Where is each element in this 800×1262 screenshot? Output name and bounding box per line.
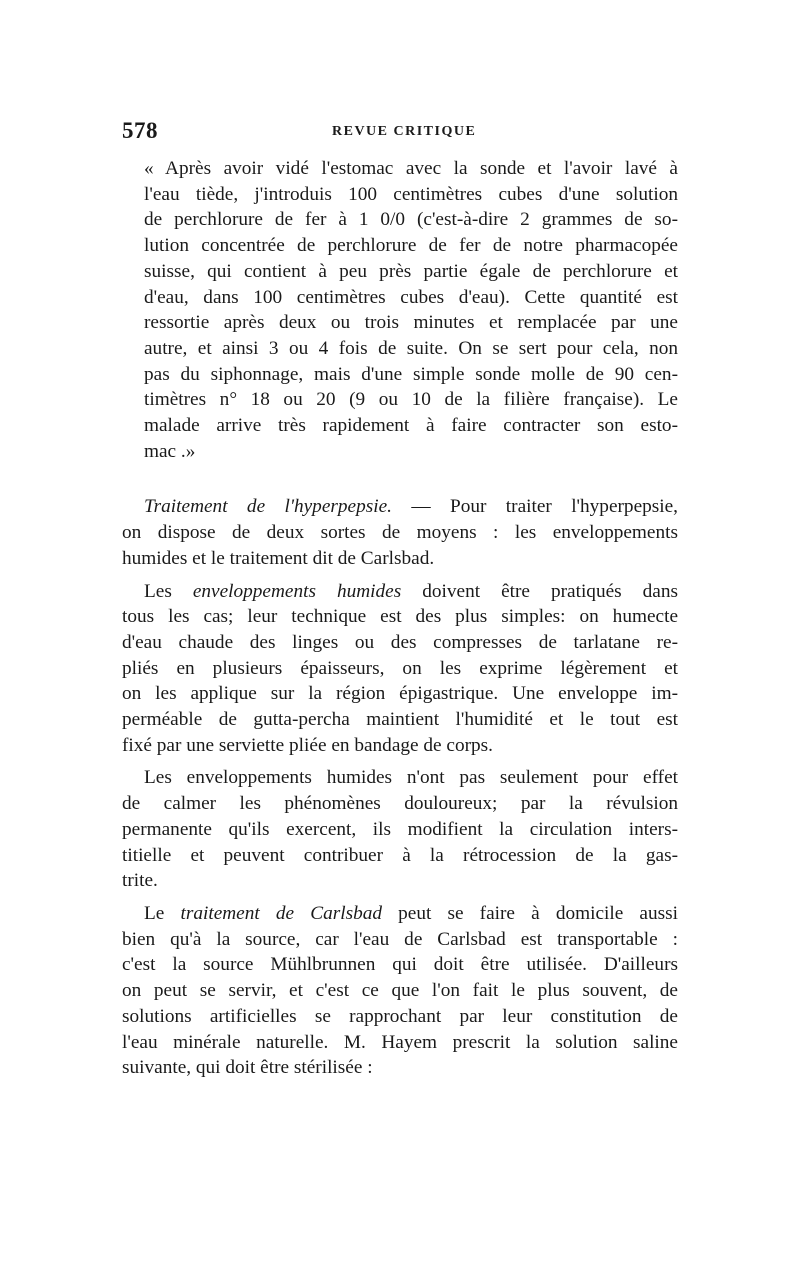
text-fragment: peut se faire à domicile aussi [382, 902, 678, 924]
text-line [122, 579, 678, 605]
text-line: tous les cas; leur technique est des plus simples: on humecte [122, 606, 678, 628]
paragraph-hyperpepsie [122, 494, 678, 571]
page-header [122, 118, 682, 148]
text-line: solutions artificielles se rapprochant par leur constitution de [122, 1005, 678, 1027]
text-line [122, 494, 678, 520]
text-line: suisse, qui contient à peu près partie égale de perchlorure et [144, 260, 678, 282]
text-line: l'eau minérale naturelle. M. Hayem prescrit la solution saline [122, 1031, 678, 1053]
text-line: pas du siphonnage, mais d'une simple sonde molle de 90 cen- [144, 363, 678, 385]
text-line: timètres n° 18 ou 20 (9 ou 10 de la filière française). Le [144, 389, 678, 411]
text-line: d'eau chaude des linges ou des compresses de tarlatane re- [122, 631, 678, 653]
text-fragment: — Pour traiter l'hyperpepsie, [391, 496, 679, 518]
text-line: lution concentrée de perchlorure de fer de notre pharmacopée [144, 235, 678, 257]
section-title: Traitement de l'hyperpepsie. [144, 496, 392, 518]
paragraph-effets [122, 765, 678, 894]
text-fragment: Les [144, 580, 193, 602]
running-title: REVUE CRITIQUE [332, 124, 477, 139]
emphasis-term: enveloppements humides [192, 580, 402, 602]
page-number: 578 [122, 118, 158, 143]
paragraph-carlsbad [122, 901, 678, 1081]
paragraph-quotation [122, 156, 678, 464]
text-line: humides et le traitement dit de Carlsbad. [122, 547, 435, 569]
text-fragment: doivent être pratiqués dans [401, 580, 678, 602]
emphasis-term: traitement de Carlsbad [180, 902, 382, 924]
body-text [122, 156, 678, 1081]
text-line: trite. [122, 870, 158, 892]
text-line: autre, et ainsi 3 ou 4 fois de suite. On se sert pour cela, non [144, 337, 678, 359]
text-line: de perchlorure de fer à 1 0/0 (c'est-à-dire 2 grammes de so- [144, 209, 678, 231]
text-line: titielle et peuvent contribuer à la rétrocession de la gas- [122, 844, 678, 866]
text-line: l'eau tiède, j'introduis 100 centimètres cubes d'une solution [144, 183, 678, 205]
text-line: perméable de gutta-percha maintient l'humidité et le tout est [122, 709, 678, 731]
text-line: malade arrive très rapidement à faire contracter son esto- [144, 415, 678, 437]
text-line: Les enveloppements humides n'ont pas seulement pour effet [144, 767, 678, 789]
text-line: bien qu'à la source, car l'eau de Carlsbad est transportable : [122, 928, 678, 950]
text-line: d'eau, dans 100 centimètres cubes d'eau). Cette quantité est [144, 286, 678, 308]
text-line: on peut se servir, et c'est ce que l'on fait le plus souvent, de [122, 980, 678, 1002]
text-line: pliés en plusieurs épaisseurs, on les exprime légèrement et [122, 657, 678, 679]
text-fragment: Le [144, 902, 181, 924]
paragraph-enveloppements [122, 579, 678, 759]
text-line: suivante, qui doit être stérilisée : [122, 1057, 373, 1079]
text-line: mac .» [144, 440, 196, 462]
text-line: on dispose de deux sortes de moyens : les enveloppements [122, 522, 678, 544]
text-line: on les applique sur la région épigastrique. Une enveloppe im- [122, 683, 678, 705]
text-line: permanente qu'ils exercent, ils modifient la circulation inters- [122, 818, 678, 840]
text-line: ressortie après deux ou trois minutes et remplacée par une [144, 312, 678, 334]
text-line: fixé par une serviette pliée en bandage de corps. [122, 734, 493, 756]
text-line: de calmer les phénomènes douloureux; par la révulsion [122, 793, 678, 815]
text-line: « Après avoir vidé l'estomac avec la sonde et l'avoir lavé à [144, 158, 678, 179]
text-line: c'est la source Mühlbrunnen qui doit être utilisée. D'ailleurs [122, 954, 678, 976]
text-line [122, 901, 678, 927]
